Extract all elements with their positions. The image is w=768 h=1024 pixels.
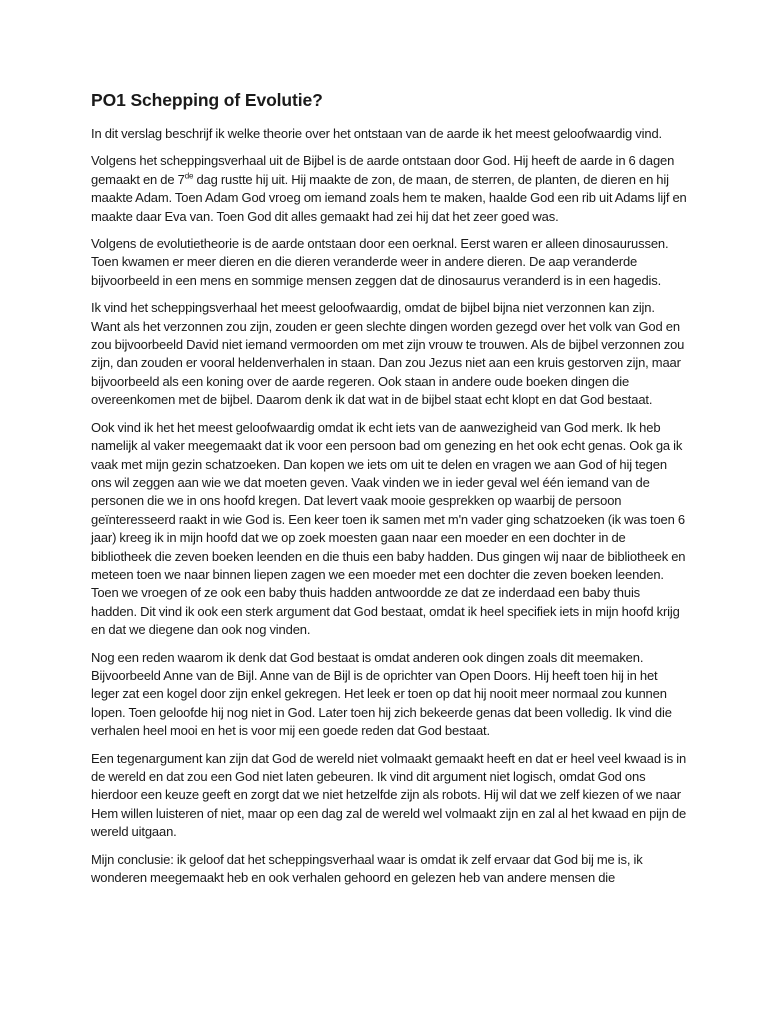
paragraph-others-argument: Nog een reden waarom ik denk dat God bestaat is omdat anderen ook dingen zoals dit meemaken. Bijvoorbeeld Anne van de Bijl. Anne van de Bijl is de oprichter van Open Doors. Hij heeft toen hij in het leger zat een kogel door zijn enkel gekregen. Het leek er toen op dat hij nooit meer normaal zou kunnen lopen. Toen geloofde hij nog niet in God. Later toen hij zich bekeerde genas dat been volledig. Ik vind die verhalen heel mooi en het is voor mij een goede reden dat God bestaat.: [91, 649, 672, 739]
paragraph-intro: In dit verslag beschrijf ik welke theorie over het ontstaan van de aarde ik het meest geloofwaardig vind.: [91, 126, 662, 141]
paragraph-creation-superscript: de: [184, 171, 194, 181]
paragraph-creation-part1: Volgens het scheppingsverhaal uit de Bijbel is de aarde ontstaan door God. Hij heeft de aarde in 6 dagen gemaakt en de 7: [91, 153, 675, 187]
paragraph-creation: [91, 152, 687, 226]
paragraph-bible-argument: Ik vind het scheppingsverhaal het meest geloofwaardig, omdat de bijbel bijna niet verzonnen kan zijn. Want als het verzonnen zou zijn, zouden er geen slechte dingen worden gezegd over het volk van God en zou bijvoorbeeld David niet iemand vermoorden om met zijn vrouw te trouwen. Als de bijbel verzonnen zou zijn, dan zouden er vooral heldenverhalen in staan. Dan zou Jezus niet aan een kruis gestorven zijn, maar bijvoorbeeld als een koning over de aarde regeren. Ook staan in andere oude boeken dingen die overeenkomen met de bijbel. Daarom denk ik dat wat in de bijbel staat echt klopt en dat God bestaat.: [91, 300, 685, 408]
paragraph-counterargument: Een tegenargument kan zijn dat God de wereld niet volmaakt gemaakt heeft en dat er heel veel kwaad is in de wereld en dat zou een God niet laten gebeuren. Ik vind dit argument niet logisch, omdat God ons hierdoor een keuze geeft en zorgt dat we niet hetzelfde zijn als robots. Hij wil dat we zelf kiezen of we naar Hem willen luisteren of niet, maar op een dag zal de wereld wel volmaakt zijn en zal al het kwaad en pijn de wereld uitgaan.: [91, 750, 687, 840]
document-page: [91, 88, 687, 896]
paragraph-creation-part2: dag rustte hij uit. Hij maakte de zon, de maan, de sterren, de planten, de dieren en hij maakte Adam. Toen Adam God vroeg om iemand zoals hem te maken, haalde God een rib uit Adams lijf en maakte daar Eva van. Toen God dit alles gemaakt had zei hij dat het zeer goed was.: [91, 171, 687, 224]
paragraph-presence-argument: Ook vind ik het het meest geloofwaardig omdat ik echt iets van de aanwezigheid van God merk. Ik heb namelijk al vaker meegemaakt dat ik voor een persoon bad om genezing en het ook echt genas. Ook ga ik vaak met mijn gezin schatzoeken. Dan kopen we iets om uit te delen en vragen we aan God of hij tegen ons wil zeggen aan wie we dat moeten geven. Vaak vinden we in ieder geval wel één iemand van de personen die we in ons hoofd kregen. Dat levert vaak mooie gesprekken op waarbij de persoon geïnteresseerd raakt in wie God is. Een keer toen ik samen met m'n vader ging schatzoeken (ik was toen 6 jaar) kreeg ik in mijn hoofd dat we op zoek moesten gaan naar een moeder en een dochter in de bibliotheek die zeven boeken leenden en die thuis een baby hadden. Dus gingen wij naar de bibliotheek en meteen toen we naar binnen liepen zagen we een moeder met een dochter die zeven boeken leenden. Toen we vroegen of ze ook een baby thuis hadden antwoordde ze dat ze inderdaad een baby thuis hadden. Dit vind ik ook een sterk argument dat God bestaat, omdat ik heel specifiek iets in mijn hoofd krijg en dat we diegene dan ook nog vinden.: [91, 419, 686, 638]
paragraph-evolution: Volgens de evolutietheorie is de aarde ontstaan door een oerknal. Eerst waren er alleen dinosaurussen. Toen kwamen er meer dieren en die dieren veranderde weer in andere dieren. De aap veranderde bijvoorbeeld in een mens en sommige mensen zeggen dat de dinosaurus veranderd is in een hagedis.: [91, 236, 669, 288]
document-title: PO1 Schepping of Evolutie?: [91, 90, 323, 110]
paragraph-conclusion: Mijn conclusie: ik geloof dat het scheppingsverhaal waar is omdat ik zelf ervaar dat God bij me is, ik wonderen meegemaakt heb en ook verhalen gehoord en gelezen heb van andere mensen die: [91, 851, 643, 886]
